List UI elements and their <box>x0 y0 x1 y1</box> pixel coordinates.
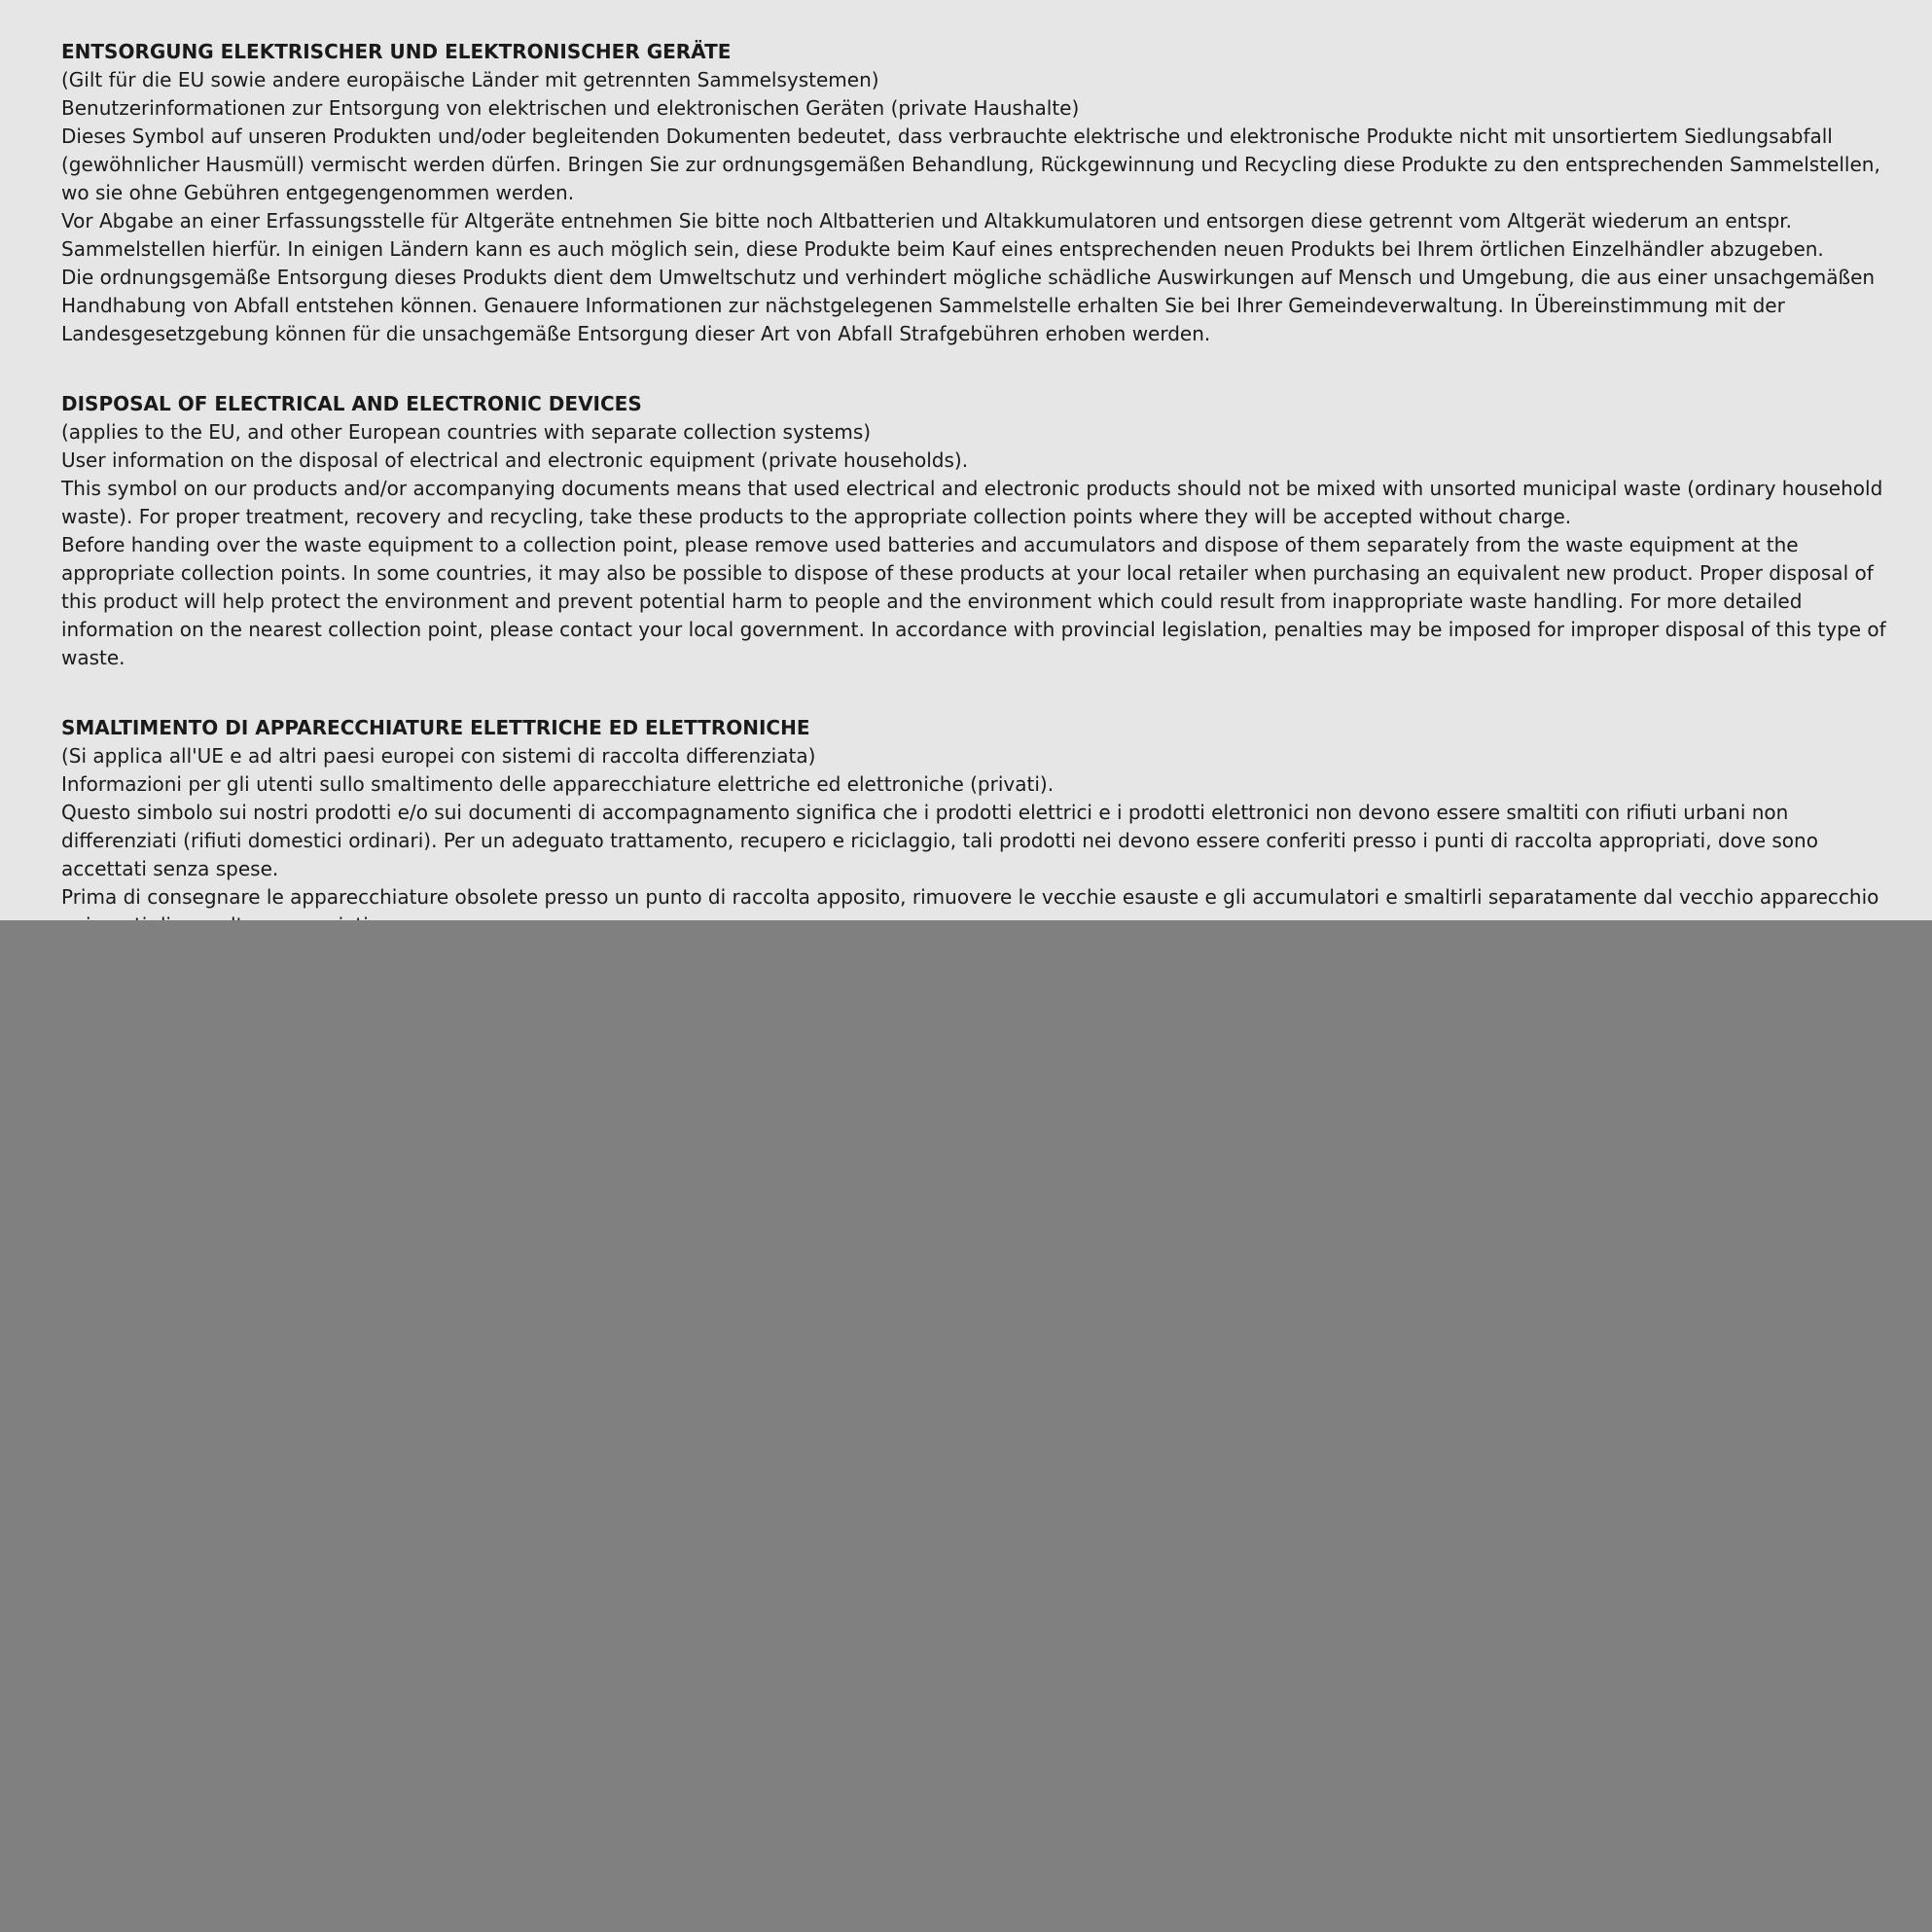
section-heading-it: SMALTIMENTO DI APPARECCHIATURE ELETTRICHE ED ELETTRONICHE <box>61 716 810 739</box>
document-body <box>61 38 1890 1038</box>
section-de <box>61 38 1890 348</box>
section-paragraph-de-2: Vor Abgabe an einer Erfassungsstelle für Altgeräte entnehmen Sie bitte noch Altbatterien und Altakkumulatoren und entsorgen diese getrennt vom Altgerät wiederum an entspr. Sammelstellen hierfür. In einigen Ländern kann es auch möglich sein, diese Produkte beim Kauf eines entsprechenden neuen Produkts bei Ihrem örtlichen Einzelhändler abzugeben. <box>61 209 1824 261</box>
section-heading-de: ENTSORGUNG ELEKTRISCHER UND ELEKTRONISCHER GERÄTE <box>61 40 732 63</box>
section-en <box>61 390 1890 672</box>
section-paragraph-it-1: Questo simbolo sui nostri prodotti e/o sui documenti di accompagnamento significa che i prodotti elettrici e i prodotti elettronici non devono essere smaltiti con rifiuti urbani non differenziati (rifiuti domestici ordinari). Per un adeguato trattamento, recupero e riciclaggio, tali prodotti nei devono essere conferiti presso i punti di raccolta appropriati, dove sono accettati senza spese. <box>61 801 1818 880</box>
empty-gray-area <box>0 920 1932 1932</box>
section-heading-en: DISPOSAL OF ELECTRICAL AND ELECTRONIC DEVICES <box>61 392 642 415</box>
section-paragraph-en-2: Before handing over the waste equipment to a collection point, please remove used batteries and accumulators and dispose of them separately from the waste equipment at the appropriate collection points. In some countries, it may also be possible to dispose of these products at your local retailer when purchasing an equivalent new product. Proper disposal of this product will help protect the environment and prevent potential harm to people and the environment which could result from inappropriate waste handling. For more detailed information on the nearest collection point, please contact your local government. In accordance with provincial legislation, penalties may be imposed for improper disposal of this type of waste. <box>61 533 1886 669</box>
section-paragraph-de-1: Dieses Symbol auf unseren Produkten und/oder begleitenden Dokumenten bedeutet, dass verbrauchte elektrische und elektronische Produkte nicht mit unsortiertem Siedlungsabfall (gewöhnlicher Hausmüll) vermischt werden dürfen. Bringen Sie zur ordnungsgemäßen Behandlung, Rückgewinnung und Recycling diese Produkte zu den entsprechenden Sammelstellen, wo sie ohne Gebühren entgegengenommen werden. <box>61 125 1880 204</box>
section-scope-en: (applies to the EU, and other European countries with separate collection systems) <box>61 420 872 444</box>
section-subtitle-de: Benutzerinformationen zur Entsorgung von elektrischen und elektronischen Geräten (private Haushalte) <box>61 96 1080 120</box>
section-scope-it: (Si applica all'UE e ad altri paesi europei con sistemi di raccolta differenziata) <box>61 744 816 768</box>
section-subtitle-en: User information on the disposal of electrical and electronic equipment (private households). <box>61 448 969 472</box>
section-paragraph-en-1: This symbol on our products and/or accompanying documents means that used electrical and electronic products should not be mixed with unsorted municipal waste (ordinary household waste). For proper treatment, recovery and recycling, take these products to the appropriate collection points where they will be accepted without charge. <box>61 477 1883 528</box>
section-paragraph-de-3: Die ordnungsgemäße Entsorgung dieses Produkts dient dem Umweltschutz und verhindert mögliche schädliche Auswirkungen auf Mensch und Umgebung, die aus einer unsachgemäßen Handhabung von Abfall entstehen können. Genauere Informationen zur nächstgelegenen Sammelstelle erhalten Sie bei Ihrer Gemeindeverwaltung. In Übereinstimmung mit der Landesgesetzgebung können für die unsachgemäße Entsorgung dieser Art von Abfall Strafgebühren erhoben werden. <box>61 266 1876 345</box>
document-page <box>0 0 1932 920</box>
section-paragraph-it-2: Prima di consegnare le apparecchiature obsolete presso un punto di raccolta apposito, rimuovere le vecchie esauste e gli accumulatori e smaltirli separatamente dal vecchio apparecchio <box>61 885 1879 909</box>
section-subtitle-it: Informazioni per gli utenti sullo smaltimento delle apparecchiature elettriche ed elettroniche (privati). <box>61 772 1055 796</box>
section-scope-de: (Gilt für die EU sowie andere europäische Länder mit getrennten Sammelsystemen) <box>61 68 879 91</box>
